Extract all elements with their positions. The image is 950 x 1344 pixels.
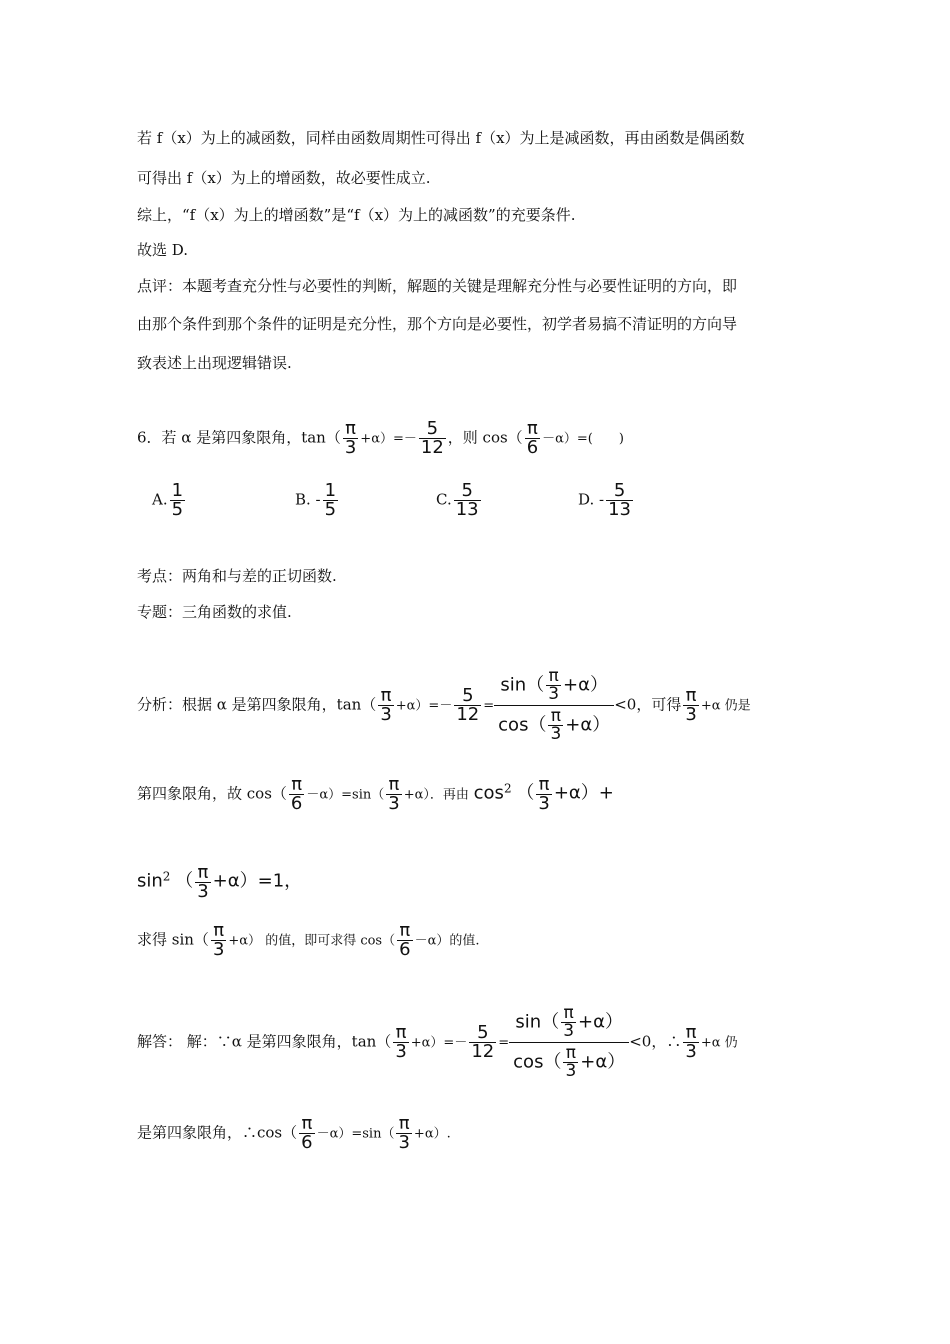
zhuanti: 专题：三角函数的求值. xyxy=(137,603,292,621)
option-c: C. $\frac{5}{13}$ xyxy=(436,480,479,520)
text-line-2: 可得出 f（x）为上的增函数，故必要性成立. xyxy=(137,169,431,187)
text-line-3: 综上，“f（x）为上的增函数”是“f（x）为上的减函数”的充要条件. xyxy=(137,206,576,224)
fraction-pi-over-3: $\frac{\pi}{3}$ xyxy=(344,418,357,458)
text-line-1: 若 f（x）为上的减函数，同样由函数周期性可得出 f（x）为上是减函数，再由函数是偶函数 xyxy=(137,129,745,147)
analysis-line-2: 第四象限角，故 cos（ $\frac{\pi}{6}$ －α）=sin（ $\frac{\pi}{3}$ +α）．再由 $\cos^2$ （ $\frac{\pi}{3}$ +α）+ xyxy=(137,774,614,814)
text-line-5: 点评：本题考查充分性与必要性的判断，解题的关键是理解充分性与必要性证明的方向，即 xyxy=(137,277,738,295)
analysis-line-1: 分析：根据 α 是第四象限角，tan（ $\frac{\pi}{3}$ +α）=－ $\frac{5}{12}$ = sin（ $\frac{\pi}{3}$ +α） cos（ $\frac{\pi}{3}$ +α） <0，可得 $\frac{\pi}{3}$ +α 仍是 xyxy=(137,666,751,744)
fraction-5-over-12: $\frac{5}{12}$ xyxy=(420,418,444,458)
text-line-4: 故选 D. xyxy=(137,241,189,259)
analysis-line-3: $\sin^2$ （ $\frac{\pi}{3}$ +α）=1， xyxy=(137,862,303,902)
text-line-7: 致表述上出现逻辑错误. xyxy=(137,354,292,372)
sin-over-cos-fraction-2: sin（ $\frac{\pi}{3}$ +α） cos（ $\frac{\pi}{3}$ +α） xyxy=(509,1005,629,1080)
fraction-pi-over-6: $\frac{\pi}{6}$ xyxy=(526,418,539,458)
solution-line-2: 是第四象限角，∴cos（ $\frac{\pi}{6}$ －α）=sin（ $\frac{\pi}{3}$ +α）. xyxy=(137,1113,451,1153)
option-d: D. - $\frac{5}{13}$ xyxy=(578,480,632,520)
option-a: A. $\frac{1}{5}$ xyxy=(152,480,184,520)
question-6: 6．若 α 是第四象限角，tan（ $\frac{\pi}{3}$ +α）=－ $\frac{5}{12}$ ，则 cos（ $\frac{\pi}{6}$ －α）=( ) xyxy=(137,418,624,458)
sin-over-cos-fraction: sin（ $\frac{\pi}{3}$ +α） cos（ $\frac{\pi}{3}$ +α） xyxy=(494,668,614,743)
analysis-line-4: 求得 sin（ $\frac{\pi}{3}$ +α） 的值，即可求得 cos（ $\frac{\pi}{6}$ －α）的值. xyxy=(137,920,480,960)
kaodian: 考点：两角和与差的正切函数. xyxy=(137,567,337,585)
option-b: B. - $\frac{1}{5}$ xyxy=(295,480,337,520)
solution-line-1: 解答： 解：∵α 是第四象限角，tan（ $\frac{\pi}{3}$ +α）=－ $\frac{5}{12}$ = sin（ $\frac{\pi}{3}$ +α） cos（ $\frac{\pi}{3}$ +α） <0，∴ $\frac{\pi}{3}$ +α 仍 xyxy=(137,1003,738,1081)
text-line-6: 由那个条件到那个条件的证明是充分性，那个方向是必要性，初学者易搞不清证明的方向导 xyxy=(137,315,738,333)
